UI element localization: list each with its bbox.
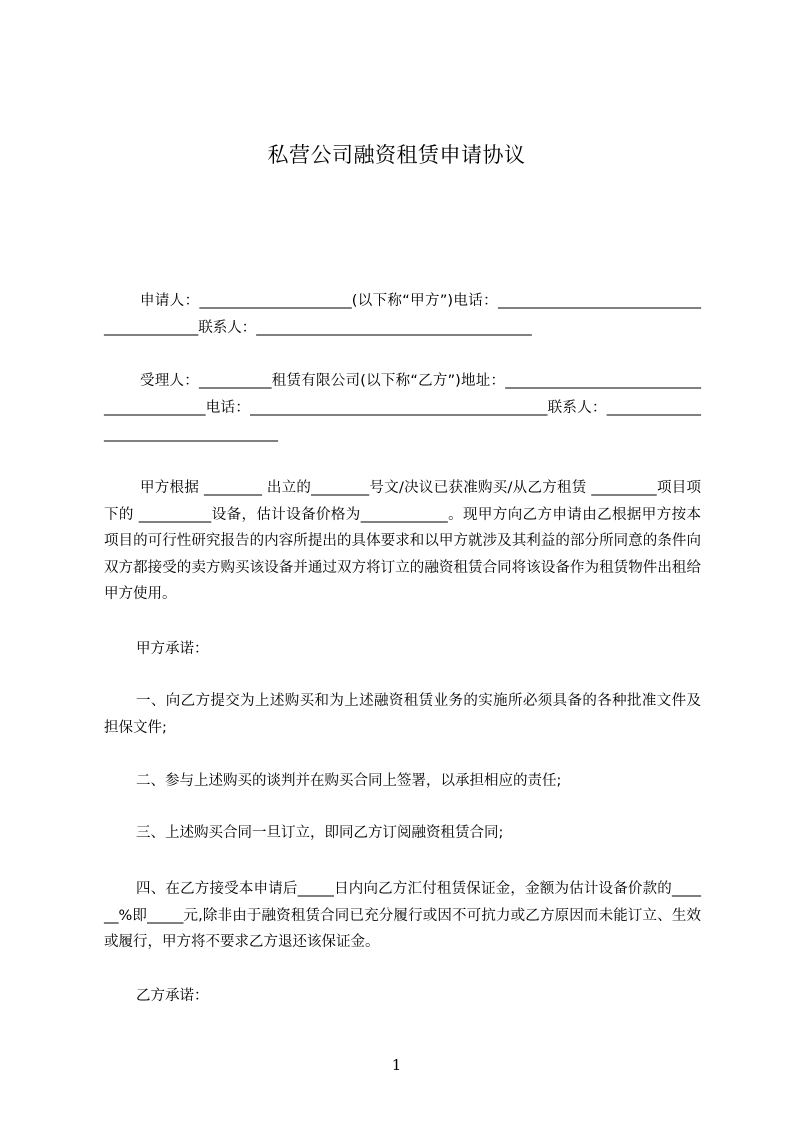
page-number: 1: [391, 1056, 402, 1074]
lessor-paragraph: 受理人：__________租赁有限公司(以下称“乙方”)地址：_________________________________________电话：_________________________________________联系人：_____________________________________: [104, 373, 701, 442]
party-a-commitment-heading: 甲方承诺：: [136, 641, 209, 657]
party-b-commitment-heading: 乙方承诺：: [136, 988, 209, 1004]
party-a-clause-2: 二、参与上述购买的谈判并在购买合同上签署，以承担相应的责任;: [136, 773, 562, 789]
document-title: 私营公司融资租赁申请协议: [267, 143, 526, 167]
party-a-clause-3: 三、上述购买合同一旦订立，即同乙方订阅融资租赁合同;: [136, 825, 504, 841]
party-a-clause-1: 一、向乙方提交为上述购买和为上述融资租赁业务的实施所必须具备的各种批准文件及担保文件;: [104, 693, 701, 736]
applicant-paragraph: 申请人：_____________________(以下称“甲方”)电话：_________________________________________联系人：______________________________________: [104, 293, 701, 336]
party-a-clause-4: 四、在乙方接受本申请后_____日内向乙方汇付租赁保证金，金额为估计设备价款的______%即_____元,除非由于融资租赁合同已充分履行或因不可抗力或乙方原因而未能订立、生效或履行，甲方将不要求乙方退还该保证金。: [104, 881, 701, 950]
background-paragraph: 甲方根据 ________ 出立的________号文/决议已获准购买/从乙方租赁 _________项目项下的 __________设备，估计设备价格为____________。现甲方向乙方申请由乙根据甲方按本项目的可行性研究报告的内容所提出的具体要求和以甲方就涉及其利益的部分所同意的条件向双方都接受的卖方购买该设备并通过双方将订立的融资租赁合同将该设备作为租赁物件出租给甲方使用。: [104, 480, 701, 602]
